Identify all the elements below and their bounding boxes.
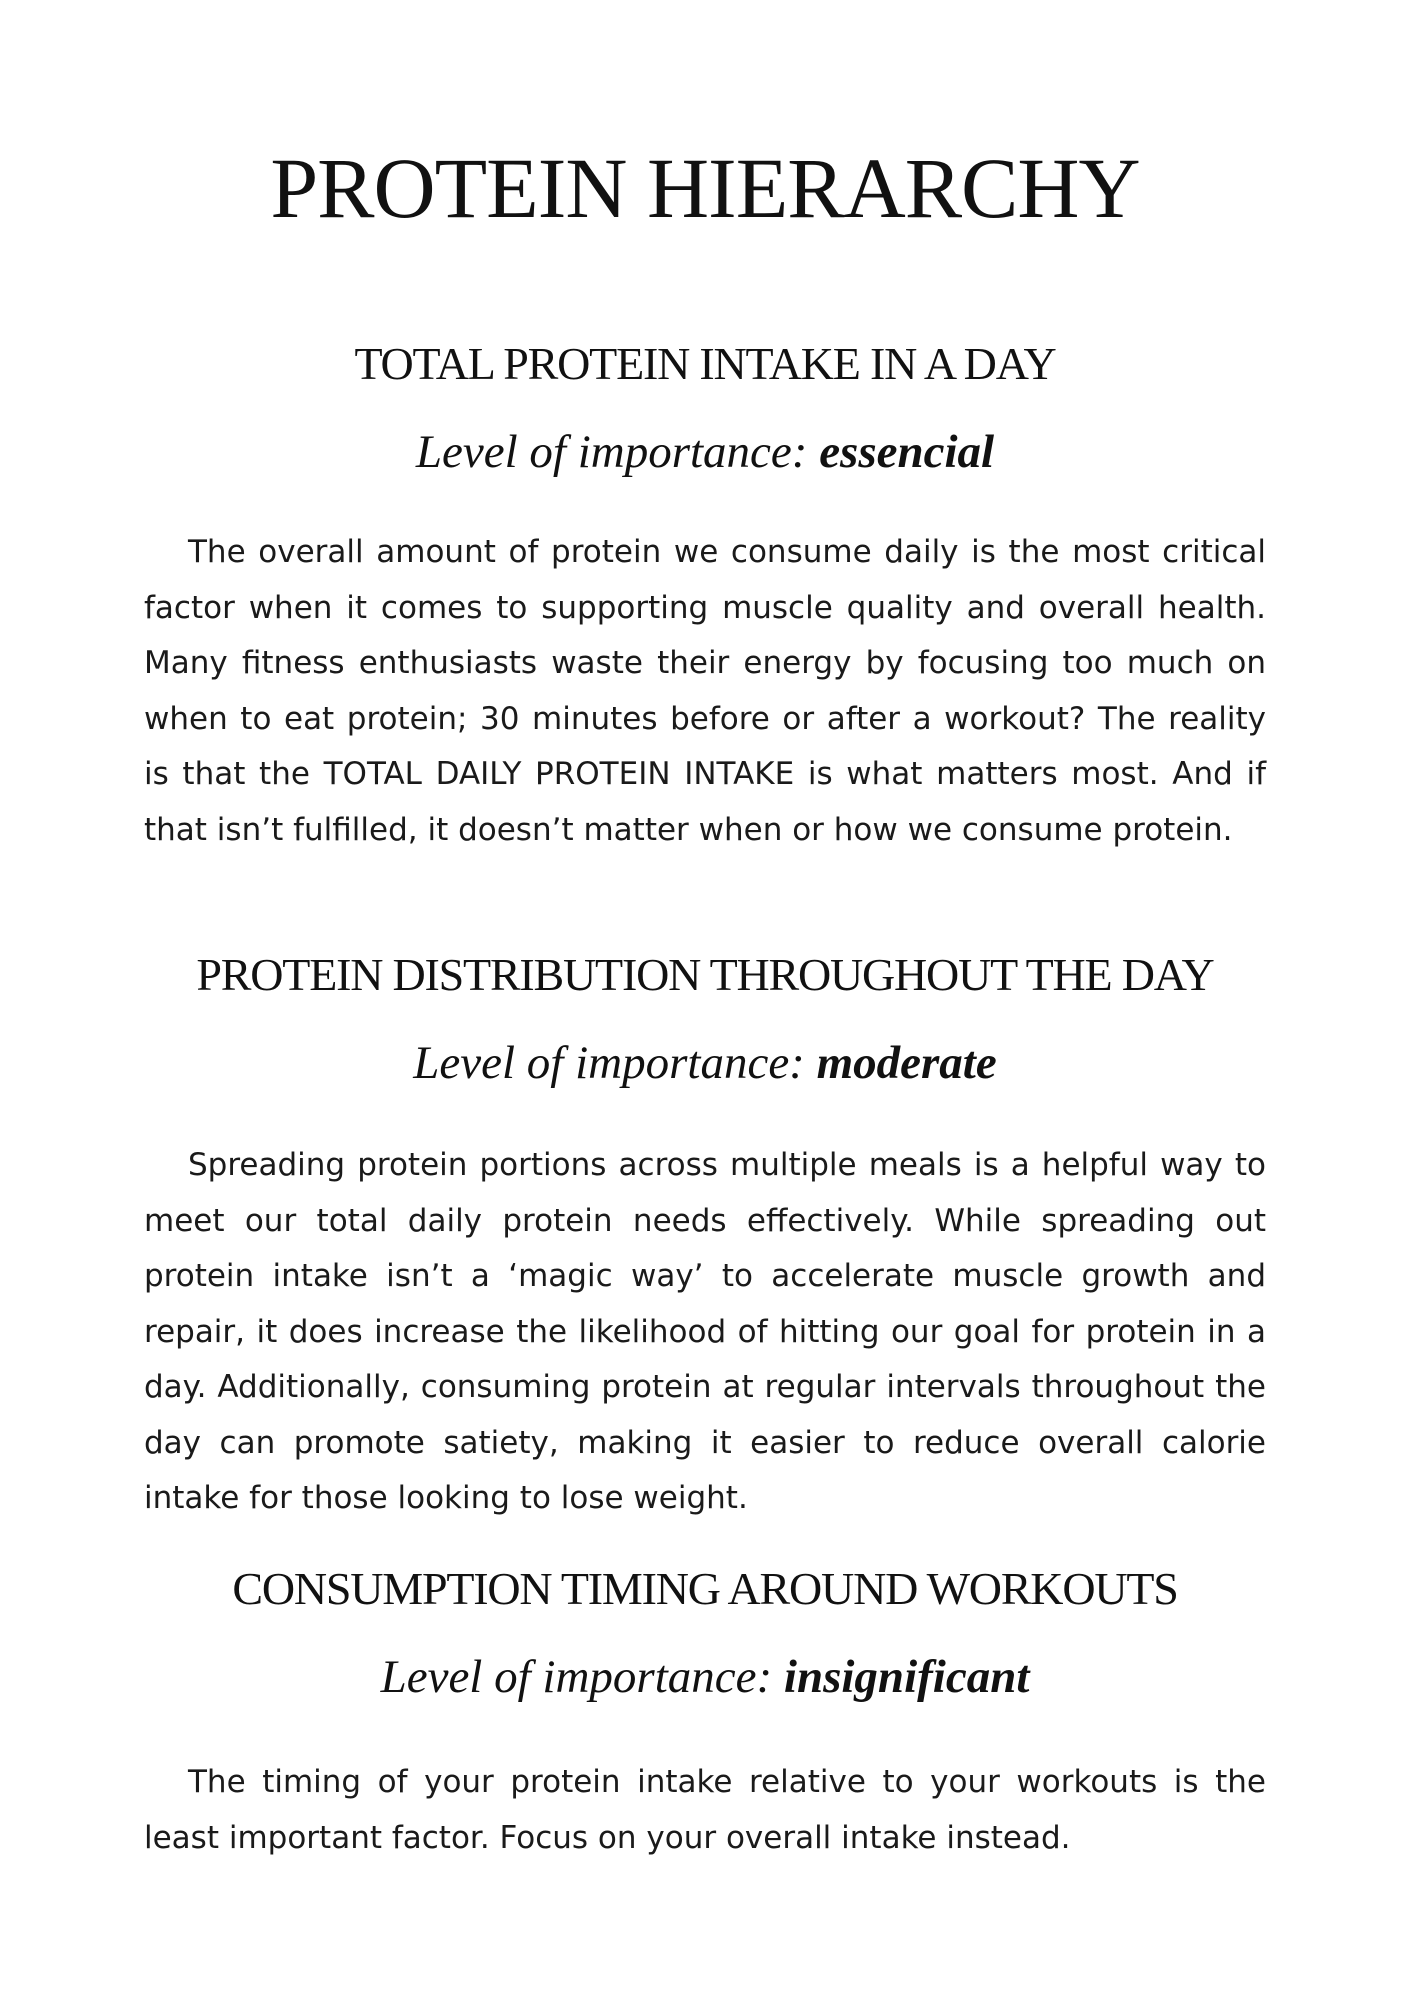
section-body-distribution: Spreading protein portions across multiple meals is a helpful way to meet our total daily protein needs effectively. While spreading out protein intake isn’t a ‘magic way’ to accelerate muscle growth and repair, it does increase the likelihood of hitting our goal for protein in a day. Additionally, consuming protein at regular intervals throughout the day can promote satiety, making it easier to reduce overall calorie intake for those looking to lose weight. [144,1147,1266,1516]
section-heading-total-intake: TOTAL PROTEIN INTAKE IN A DAY [354,338,1056,389]
section-heading-workout-timing: CONSUMPTION TIMING AROUND WORKOUTS [232,1563,1178,1614]
importance-level-essential: essencial [819,426,995,478]
importance-label: Level of importance: [413,1037,805,1089]
importance-label: Level of importance: [380,1651,773,1703]
section-body-workout-timing: The timing of your protein intake relative to your workouts is the least important factor. Focus on your overall intake instead. [144,1764,1266,1856]
importance-label: Level of importance: [415,426,808,478]
section-body-total-intake: The overall amount of protein we consume daily is the most critical factor when it comes to supporting muscle quality and overall health. Many fitness enthusiasts waste their energy by focusing too much on when to eat protein; 30 minutes before or after a workout? The reality is that the TOTAL DAILY PROTEIN INTAKE is what matters most. And if that isn’t fulfilled, it doesn’t matter when or how we consume protein. [144,534,1266,848]
importance-level-moderate: moderate [816,1037,997,1089]
importance-line-workout-timing [0,1649,1410,1705]
page-title: PROTEIN HIERARCHY [270,140,1140,236]
section-heading-distribution: PROTEIN DISTRIBUTION THROUGHOUT THE DAY [196,949,1214,1000]
importance-line-distribution [0,1035,1410,1091]
importance-level-insignificant: insignificant [783,1651,1030,1703]
importance-line-total-intake [0,424,1410,480]
